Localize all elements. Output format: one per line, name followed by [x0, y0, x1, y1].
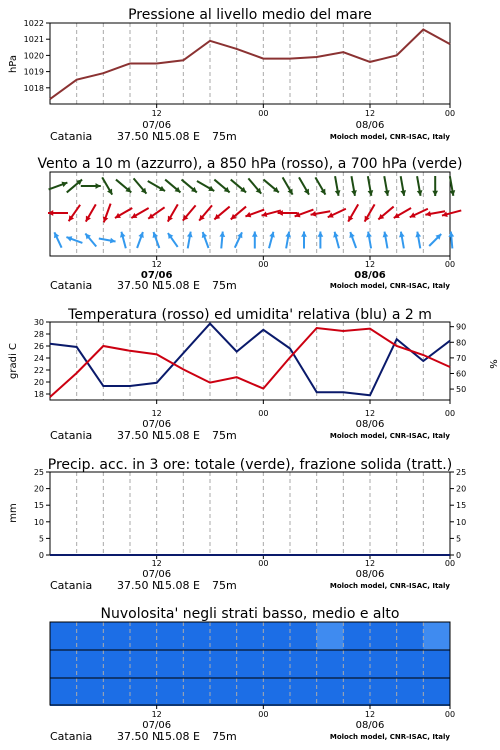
cloud-cell — [77, 622, 104, 650]
wind-arrow — [366, 232, 372, 249]
wind-arrow — [333, 232, 339, 248]
wind-arrow — [165, 180, 180, 193]
wind-arrow — [99, 238, 116, 244]
location-elevation: 75m — [212, 429, 237, 442]
wind-arrow — [86, 204, 96, 221]
wind-arrow — [365, 204, 375, 221]
cloud-title: Nuvolosita' negli strati basso, medio e alto — [100, 606, 400, 622]
precip-title: Precip. acc. in 3 ore: totale (verde), frazione solida (tratt.) — [47, 457, 453, 473]
wind-arrow — [245, 210, 264, 218]
pressure-ylabel: hPa — [8, 54, 19, 74]
cloud-cell — [423, 650, 450, 678]
pressure-frame — [50, 23, 450, 104]
temp-panel — [8, 307, 498, 442]
y-tick-label: 10 — [33, 517, 44, 527]
location-lat: 37.50 N — [117, 130, 161, 143]
pressure-series-line — [50, 30, 450, 100]
location-elevation: 75m — [212, 130, 237, 143]
model-credit: Moloch model, CNR-ISAC, Italy — [329, 432, 450, 440]
cloud-cell — [130, 650, 157, 678]
wind-arrow — [199, 205, 212, 220]
cloud-cell — [50, 678, 77, 706]
cloud-cell — [157, 622, 184, 650]
x-tick-label: 12 — [151, 260, 162, 269]
wind-arrow — [448, 232, 454, 249]
wind-arrow — [134, 178, 147, 193]
wind-arrow — [49, 182, 68, 190]
y-tick-label: 1021 — [23, 35, 44, 45]
model-credit: Moloch model, CNR-ISAC, Italy — [329, 733, 450, 741]
cloud-cell — [370, 678, 397, 706]
y-tick-label: 1019 — [23, 67, 44, 77]
precip-panel — [8, 457, 466, 592]
date-label: 08/06 — [355, 720, 385, 731]
cloud-cell — [157, 650, 184, 678]
location-name: Catania — [50, 429, 93, 442]
pressure-title: Pressione al livello medio del mare — [128, 7, 372, 23]
wind-arrow — [335, 176, 341, 196]
wind-arrow — [295, 210, 314, 218]
x-tick-label: 12 — [151, 109, 162, 118]
cloud-cell — [50, 622, 77, 650]
wind-arrow — [168, 204, 178, 221]
wind-arrow — [383, 232, 389, 249]
wind-arrow — [197, 181, 214, 191]
cloud-cell — [343, 650, 370, 678]
wind-arrow — [131, 208, 148, 218]
wind-arrow — [214, 180, 229, 193]
cloud-cell — [343, 678, 370, 706]
x-tick-label: 00 — [444, 710, 456, 719]
wind-arrow — [120, 232, 126, 248]
x-tick-label: 00 — [444, 260, 456, 269]
y-tick-label: 22 — [33, 366, 44, 375]
wind-arrow — [318, 232, 324, 249]
wind-arrow — [432, 176, 438, 196]
model-credit: Moloch model, CNR-ISAC, Italy — [329, 282, 450, 290]
x-tick-label: 12 — [364, 109, 376, 118]
cloud-cell — [77, 650, 104, 678]
cloud-cell — [423, 622, 450, 650]
cloud-cell — [183, 650, 210, 678]
y2-tick-label: 60 — [456, 369, 467, 379]
wind-arrow — [348, 204, 358, 221]
y2-tick-label: 80 — [456, 338, 467, 348]
y-tick-label: 1020 — [23, 51, 44, 61]
wind-arrow — [183, 205, 196, 220]
model-credit: Moloch model, CNR-ISAC, Italy — [329, 582, 450, 590]
wind-title: Vento a 10 m (azzurro), a 850 hPa (rosso), a 700 hPa (verde) — [37, 156, 463, 172]
location-name: Catania — [50, 730, 93, 743]
cloud-cell — [263, 678, 290, 706]
wind-arrow — [153, 232, 160, 248]
wind-arrow — [103, 204, 111, 223]
cloud-cell — [130, 678, 157, 706]
location-lat: 37.50 N — [117, 429, 161, 442]
cloud-cell — [77, 678, 104, 706]
y-tick-label: 25 — [33, 468, 44, 477]
cloud-cell — [103, 622, 130, 650]
x-tick-label: 00 — [258, 260, 269, 269]
cloud-cell — [290, 622, 317, 650]
cloud-cell — [343, 622, 370, 650]
cloud-cell — [183, 678, 210, 706]
x-tick-label: 00 — [444, 109, 456, 118]
x-tick-label: 00 — [258, 109, 269, 118]
date-label: 07/06 — [140, 270, 173, 281]
wind-arrow — [69, 205, 80, 221]
x-tick-label: 12 — [364, 409, 376, 418]
wind-arrow — [269, 232, 275, 248]
x-tick-label: 12 — [364, 710, 376, 719]
wind-arrow — [349, 232, 356, 248]
y-tick-label: 30 — [33, 318, 44, 327]
y-tick-label: 20 — [33, 484, 44, 494]
wind-arrow — [351, 176, 357, 196]
cloud-cell — [370, 650, 397, 678]
cloud-cell — [290, 650, 317, 678]
wind-arrow — [231, 180, 246, 193]
cloud-cell — [210, 678, 237, 706]
x-tick-label: 12 — [151, 710, 162, 719]
location-lat: 37.50 N — [117, 279, 161, 292]
location-lon: 15.08 E — [158, 429, 200, 442]
location-name: Catania — [50, 279, 93, 292]
date-label: 08/06 — [355, 569, 385, 580]
x-tick-label: 12 — [151, 409, 162, 418]
wind-arrow — [48, 210, 68, 216]
wind-arrow — [399, 232, 405, 249]
wind-arrow — [66, 236, 82, 243]
location-elevation: 75m — [212, 730, 237, 743]
wind-arrow — [417, 176, 423, 196]
wind-arrow — [202, 232, 209, 248]
wind-arrow — [264, 180, 279, 193]
cloud-cell — [370, 622, 397, 650]
wind-arrow — [168, 233, 178, 247]
x-tick-label: 12 — [364, 559, 376, 568]
cloud-cell — [263, 622, 290, 650]
temp-frame — [50, 322, 450, 400]
location-lon: 15.08 E — [158, 579, 200, 592]
y2-tick-label: 0 — [456, 551, 462, 560]
y2-tick-label: 50 — [456, 385, 467, 395]
rh-series-line — [50, 324, 450, 396]
y2-tick-label: 15 — [456, 501, 467, 511]
date-label: 07/06 — [142, 419, 172, 430]
location-lon: 15.08 E — [158, 730, 200, 743]
cloud-cell — [317, 678, 344, 706]
temp-title: Temperatura (rosso) ed umidita' relativa (blu) a 2 m — [68, 307, 432, 323]
wind-arrow — [301, 232, 307, 249]
rh-ylabel: % — [487, 359, 498, 369]
y-tick-label: 1022 — [23, 19, 44, 28]
y2-tick-label: 70 — [456, 353, 467, 363]
y2-tick-label: 5 — [456, 534, 462, 544]
x-tick-label: 00 — [258, 409, 269, 418]
cloud-cell — [263, 650, 290, 678]
y-tick-label: 20 — [33, 378, 44, 387]
wind-arrow — [429, 234, 441, 246]
wind-arrow — [187, 232, 193, 249]
y-tick-label: 5 — [38, 534, 44, 544]
wind-arrow — [219, 232, 225, 249]
wind-arrow — [67, 180, 82, 193]
y-tick-label: 24 — [33, 354, 44, 363]
precip-frame — [50, 472, 450, 555]
date-label: 08/06 — [355, 120, 385, 131]
y2-tick-label: 90 — [456, 322, 467, 332]
cloud-cell — [423, 678, 450, 706]
location-lat: 37.50 N — [117, 730, 161, 743]
x-tick-label: 00 — [444, 559, 456, 568]
location-name: Catania — [50, 579, 93, 592]
cloud-cell — [397, 678, 424, 706]
cloud-cell — [317, 622, 344, 650]
date-label: 08/06 — [354, 270, 386, 281]
cloud-cell — [210, 622, 237, 650]
x-tick-label: 00 — [258, 559, 269, 568]
date-label: 08/06 — [355, 419, 385, 430]
cloud-cell — [317, 650, 344, 678]
y-tick-label: 1018 — [23, 83, 44, 93]
precip-ylabel: mm — [8, 503, 19, 523]
cloud-cell — [157, 678, 184, 706]
cloud-cell — [237, 678, 264, 706]
wind-arrow — [54, 232, 62, 247]
wind-arrow — [410, 209, 428, 218]
cloud-cell — [130, 622, 157, 650]
wind-arrow — [415, 232, 421, 249]
wind-arrow — [384, 176, 390, 196]
location-elevation: 75m — [212, 279, 237, 292]
cloud-cell — [103, 650, 130, 678]
y2-tick-label: 10 — [456, 517, 467, 527]
x-tick-label: 12 — [364, 260, 376, 269]
cloud-cell — [397, 650, 424, 678]
wind-arrow — [248, 178, 261, 193]
y-tick-label: 15 — [33, 501, 44, 511]
wind-arrow — [182, 180, 197, 193]
date-label: 07/06 — [142, 120, 172, 131]
model-credit: Moloch model, CNR-ISAC, Italy — [329, 133, 450, 141]
y2-tick-label: 25 — [456, 468, 467, 477]
wind-arrow — [252, 232, 258, 249]
wind-panel — [37, 156, 462, 292]
location-lon: 15.08 E — [158, 130, 200, 143]
wind-arrow — [137, 232, 144, 248]
wind-arrow — [378, 207, 393, 220]
wind-arrow — [311, 211, 331, 217]
y2-tick-label: 20 — [456, 484, 467, 494]
cloud-cell — [103, 678, 130, 706]
location-lat: 37.50 N — [117, 579, 161, 592]
cloud-cell — [237, 622, 264, 650]
wind-arrow — [231, 207, 246, 220]
wind-arrow — [400, 176, 406, 196]
cloud-cell — [237, 650, 264, 678]
y-tick-label: 28 — [33, 330, 44, 339]
x-tick-label: 00 — [258, 710, 269, 719]
x-tick-label: 12 — [151, 559, 162, 568]
date-label: 07/06 — [142, 720, 172, 731]
y-tick-label: 0 — [38, 551, 44, 560]
wind-arrow — [299, 177, 309, 194]
date-label: 07/06 — [142, 569, 172, 580]
wind-arrow — [214, 207, 229, 220]
wind-arrow — [85, 233, 96, 246]
wind-arrow — [116, 180, 131, 193]
wind-arrow — [283, 177, 293, 194]
temp-ylabel: gradi C — [8, 343, 19, 379]
cloud-cell — [50, 650, 77, 678]
pressure-panel — [8, 7, 455, 143]
cloud-cell — [397, 622, 424, 650]
x-tick-label: 00 — [444, 409, 456, 418]
location-name: Catania — [50, 130, 93, 143]
cloud-cell — [210, 650, 237, 678]
cloud-cell — [290, 678, 317, 706]
location-lon: 15.08 E — [158, 279, 200, 292]
wind-arrow — [81, 183, 101, 189]
y-tick-label: 26 — [33, 342, 44, 351]
location-elevation: 75m — [212, 579, 237, 592]
cloud-cell — [183, 622, 210, 650]
y-tick-label: 18 — [33, 390, 44, 399]
cloud-panel — [50, 606, 455, 743]
wind-arrow — [235, 232, 243, 247]
